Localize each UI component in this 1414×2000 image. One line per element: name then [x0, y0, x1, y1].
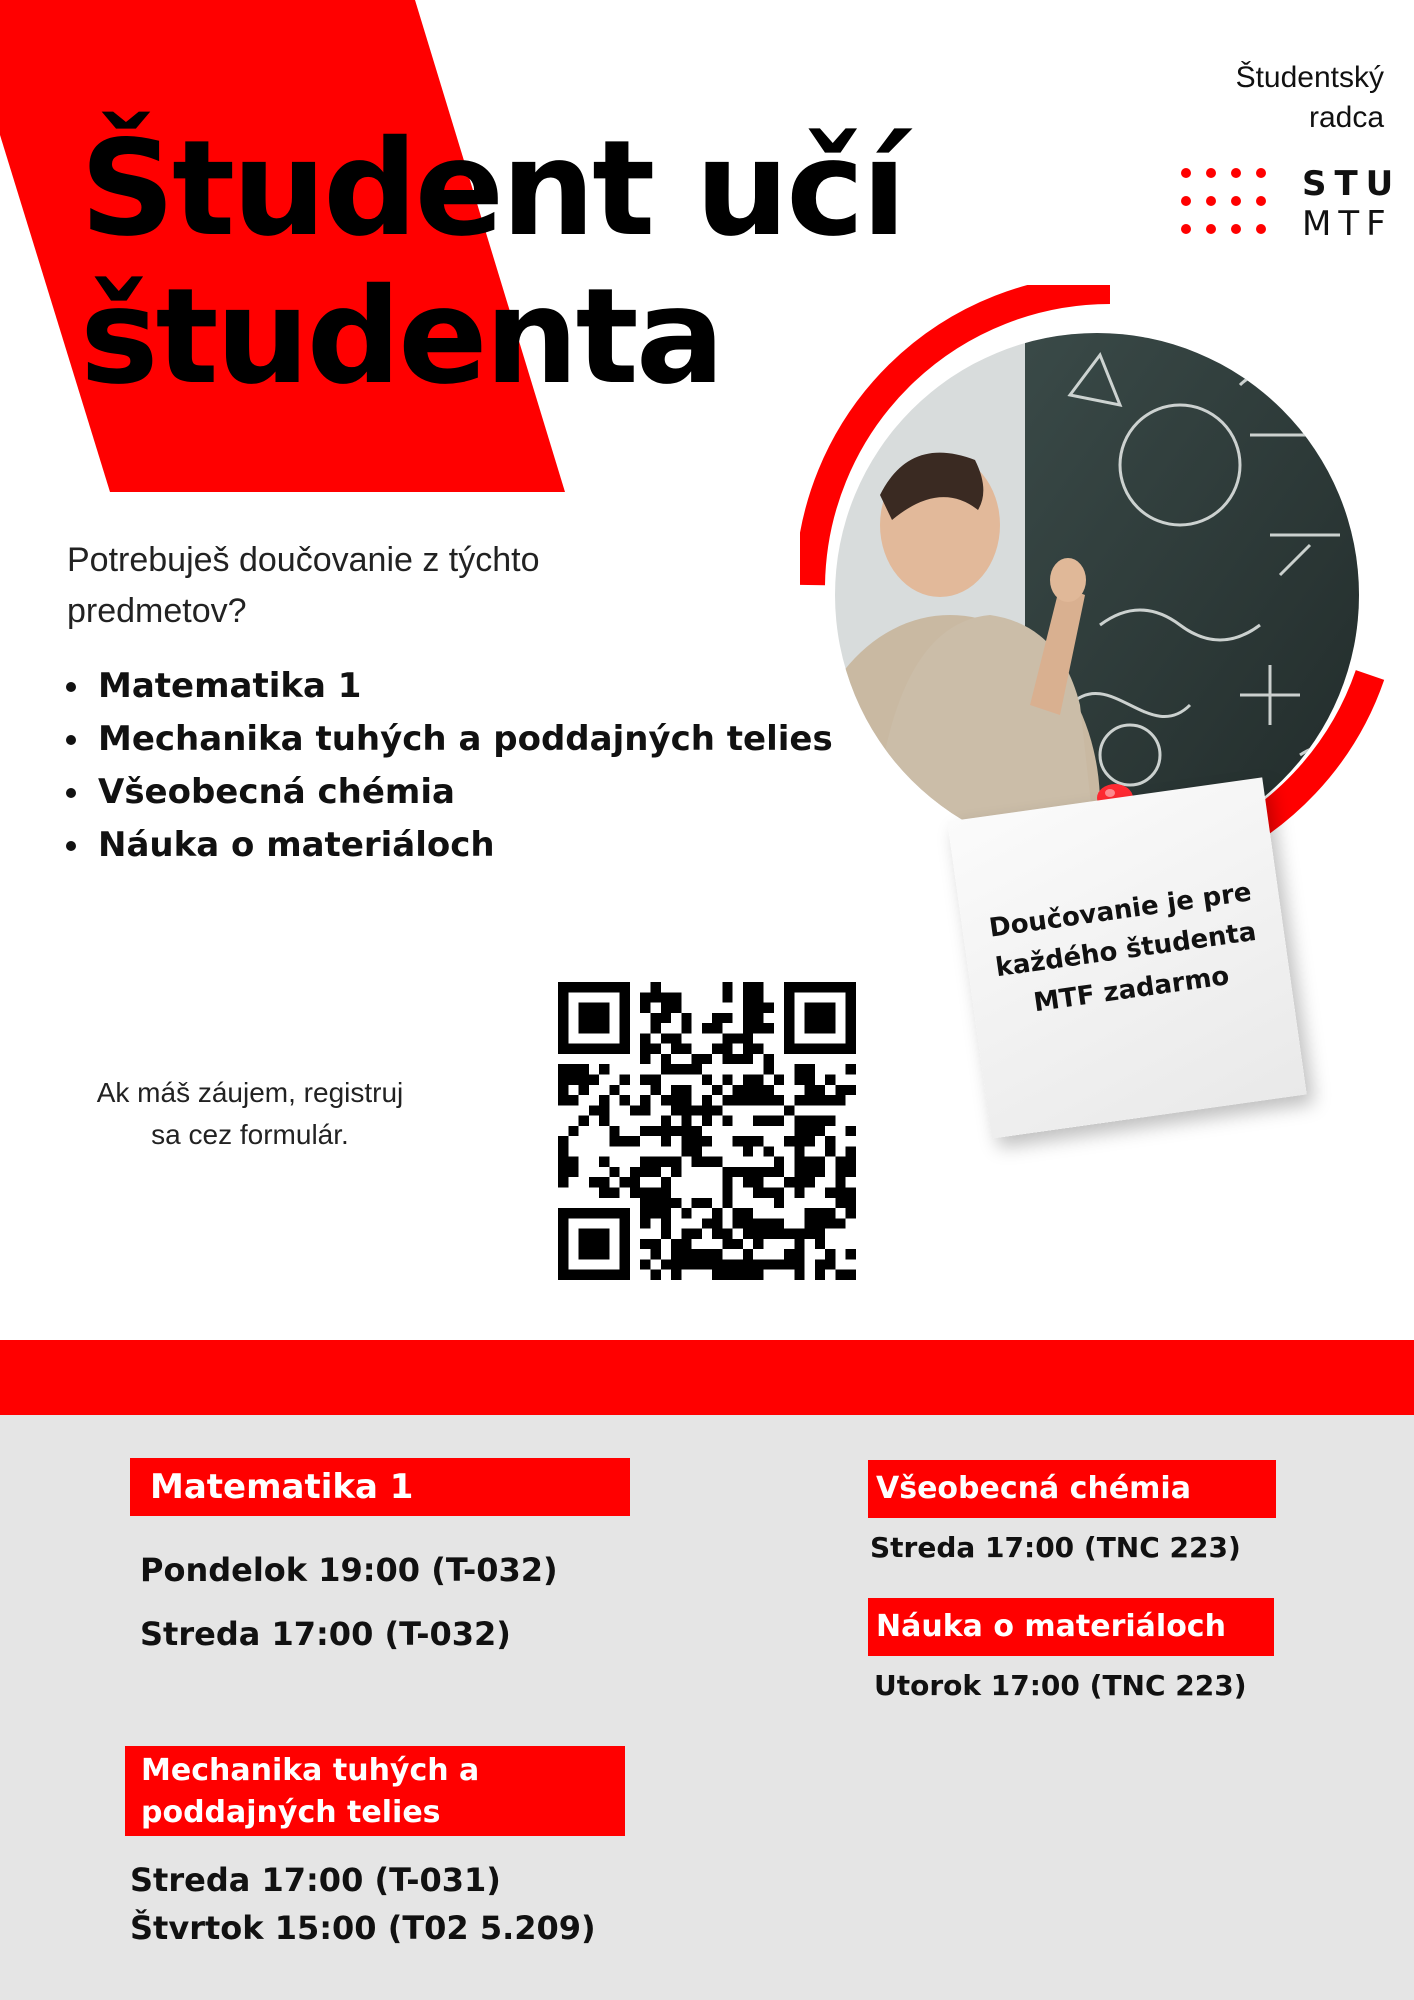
list-item: Všeobecná chémia — [60, 766, 833, 819]
list-item: Matematika 1 — [60, 660, 833, 713]
list-item: Mechanika tuhých a poddajných telies — [60, 713, 833, 766]
note-text: Doučovanie je pre každého študenta MTF zadarmo — [987, 877, 1259, 1019]
schedule-time: Streda 17:00 (T-031) — [130, 1861, 501, 1899]
schedule-title-chemistry: Všeobecná chémia — [868, 1460, 1276, 1518]
registration-line-1: Ak máš záujem, registruj — [96, 1077, 404, 1108]
registration-text — [60, 1072, 440, 1156]
brand-line-2: radca — [1308, 101, 1384, 134]
title-line-1: Študent učí — [80, 112, 904, 266]
brand-caption — [1236, 58, 1384, 138]
schedule-title-mechanics-line-1: Mechanika tuhých a — [141, 1753, 480, 1788]
schedule-times-materials — [874, 1668, 1247, 1704]
logo-mtf-text: MTF — [1302, 204, 1393, 244]
schedule-times-math — [140, 1538, 558, 1666]
free-tutoring-note — [947, 777, 1306, 1138]
stu-mtf-logo — [1178, 164, 1402, 245]
intro-question: Potrebuješ doučovanie z týchto predmetov? — [67, 541, 540, 630]
schedule-title-math: Matematika 1 — [130, 1458, 630, 1516]
red-divider-band — [0, 1340, 1414, 1415]
schedule-title-materials: Náuka o materiáloch — [868, 1598, 1274, 1656]
schedule-times-chemistry — [870, 1530, 1241, 1566]
subjects-list — [60, 660, 833, 872]
list-item: Náuka o materiáloch — [60, 819, 833, 872]
title-line-2: študenta — [80, 260, 722, 414]
brand-line-1: Študentský — [1235, 61, 1384, 94]
schedule-time: Štvrtok 15:00 (T02 5.209) — [130, 1909, 596, 1947]
qr-code-icon[interactable] — [558, 982, 856, 1280]
logo-stu-text: STU — [1302, 164, 1402, 204]
schedule-times-mechanics — [130, 1856, 596, 1952]
stu-dots-logo-icon — [1178, 165, 1278, 245]
schedule-title-mechanics-line-2: poddajných telies — [141, 1795, 441, 1830]
schedule-title-mechanics — [125, 1746, 625, 1836]
schedule-time: Utorok 17:00 (TNC 223) — [874, 1669, 1247, 1702]
page-title — [80, 112, 904, 414]
schedule-time: Streda 17:00 (TNC 223) — [870, 1531, 1241, 1564]
schedule-time: Pondelok 19:00 (T-032) — [140, 1551, 558, 1589]
registration-line-2: sa cez formulár. — [151, 1119, 349, 1150]
schedule-time: Streda 17:00 (T-032) — [140, 1615, 511, 1653]
